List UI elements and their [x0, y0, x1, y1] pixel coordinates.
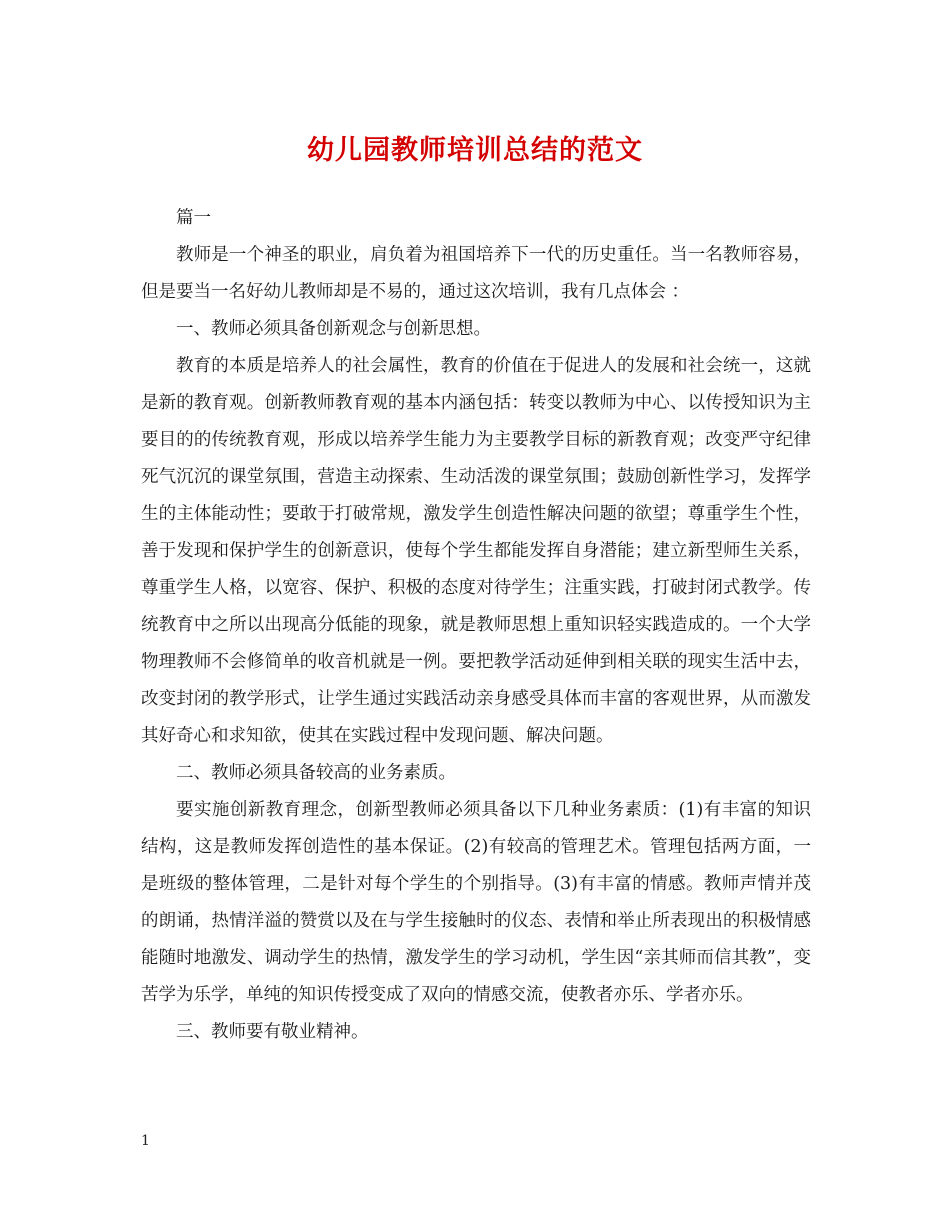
body-paragraph: 教师是一个神圣的职业，肩负着为祖国培养下一代的历史重任。当一名教师容易，但是要当一名好幼儿教师却是不易的，通过这次培训，我有几点体会 ： — [141, 245, 811, 302]
document-title: 幼儿园教师培训总结的范文 — [307, 135, 643, 166]
body-paragraph: 要实施创新教育理念，创新型教师必须具备以下几种业务素质：(1)有丰富的知识结构，这是教师发挥创造性的基本保证。(2)有较高的管理艺术。管理包括两方面，一是班级的整体管理，二是针对每个学生的个别指导。(3)有丰富的情感。教师声情并茂的朗诵，热情洋溢的赞赏以及在与学生接触时的仪态、表情和举止所表现出的积极情感能随时地激发、调动学生的热情，激发学生的学习动机，学生因“亲其师而信其教”，变苦学为乐学，单纯的知识传授变成了双向的情感交流，使教者亦乐、学者亦乐。 — [141, 800, 811, 1005]
document-body — [141, 200, 811, 1051]
section-heading: 三、教师要有敬业精神。 — [176, 1022, 369, 1042]
section-heading: 二、教师必须具备较高的业务素质。 — [176, 763, 456, 783]
body-paragraph: 教育的本质是培养人的社会属性，教育的价值在于促进人的发展和社会统一，这就是新的教育观。创新教师教育观的基本内涵包括：转变以教师为中心、以传授知识为主要目的的传统教育观，形成以培养学生能力为主要教学目标的新教育观；改变严守纪律死气沉沉的课堂氛围，营造主动探索、生动活泼的课堂氛围；鼓励创新性学习，发挥学生的主体能动性；要敢于打破常规，激发学生创造性解决问题的欲望；尊重学生个性，善于发现和保护学生的创新意识，使每个学生都能发挥自身潜能；建立新型师生关系，尊重学生人格，以宽容、保护、积极的态度对待学生；注重实践，打破封闭式教学。传统教育中之所以出现高分低能的现象，就是教师思想上重知识轻实践造成的。一个大学物理教师不会修简单的收音机就是一例。要把教学活动延伸到相关联的现实生活中去，改变封闭的教学形式，让学生通过实践活动亲身感受具体而丰富的客观世界，从而激发其好奇心和求知欲，使其在实践过程中发现问题、解决问题。 — [141, 356, 811, 746]
section-label: 篇一 — [176, 208, 211, 228]
page-number: 1 — [141, 1133, 150, 1149]
section-heading: 一、教师必须具备创新观念与创新思想。 — [176, 319, 491, 339]
